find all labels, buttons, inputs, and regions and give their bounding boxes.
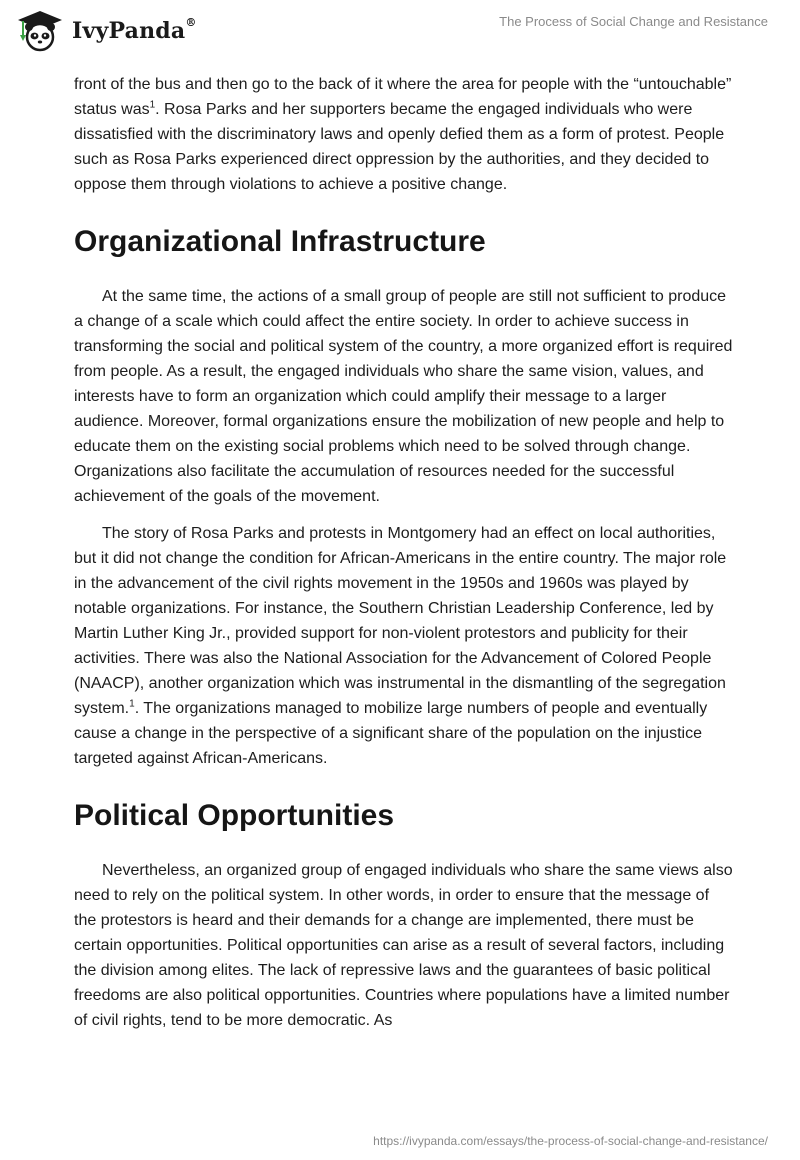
article-body	[74, 72, 734, 1045]
footer-url[interactable]: https://ivypanda.com/essays/the-process-of-social-change-and-resistance/	[373, 1134, 768, 1148]
paragraph-political-opportunities: Nevertheless, an organized group of engaged individuals who share the same views also need to rely on the political system. In other words, in order to ensure that the message of the protestors is heard and their demands for a change are implemented, there must be certain opportunities. Political opportunities can arise as a result of several factors, including the division among elites. The lack of repressive laws and the guarantees of basic political freedoms are also political opportunities. Countries where populations have a limited number of civil rights, tend to be more democratic. As	[74, 862, 733, 1029]
ivypanda-logo[interactable]	[14, 8, 197, 54]
registered-mark: ®	[185, 16, 197, 29]
page-header	[0, 0, 800, 70]
section-heading-organizational-infrastructure: Organizational Infrastructure	[74, 225, 486, 258]
footnote-ref[interactable]: 1	[129, 698, 135, 710]
document-title: The Process of Social Change and Resistance	[499, 14, 768, 29]
panda-graduation-cap-icon	[14, 8, 66, 54]
paragraph-rosa-parks: The story of Rosa Parks and protests in Montgomery had an effect on local authorities, but it did not change the condition for African-Americans in the entire country. The major role in the advancement of the civil rights movement in the 1950s and 1960s was played by notable organizations. For instance, the Southern Christian Leadership Conference, led by Martin Luther King Jr., provided support for non-violent protestors and publicity for their activities. There was also the National Association for the Advancement of Colored People (NAACP), another organization which was instrumental in the dismantling of the segregation system.$^1$. The organizations managed to mobilize large numbers of people and eventually cause a change in the perspective of a significant share of the population on the injustice targeted against African-Americans.	[74, 525, 727, 767]
paragraph-intro-continued: front of the bus and then go to the back of it where the area for people with the “untouchable” status was$^1$. Rosa Parks and her supporters became the engaged individuals who were dissatisfied with the discriminatory laws and openly defied them as a form of protest. People such as Rosa Parks experienced direct oppression by the authorities, and they decided to oppose them through violations to achieve a positive change.	[74, 76, 732, 193]
paragraph-organizations: At the same time, the actions of a small group of people are still not sufficient to produce a change of a scale which could affect the entire society. In order to achieve success in transforming the social and political system of the country, a more organized effort is required from people. As a result, the engaged individuals who share the same vision, values, and interests have to form an organization which could amplify their message to a larger audience. Moreover, formal organizations ensure the mobilization of new people and help to educate them on the existing social problems which need to be solved through change. Organizations also facilitate the accumulation of resources needed for the successful achievement of the goals of the movement.	[74, 288, 733, 505]
footnote-ref[interactable]: 1	[149, 99, 156, 111]
logo-wordmark: IvyPanda®	[72, 16, 197, 44]
section-heading-political-opportunities: Political Opportunities	[74, 799, 395, 832]
